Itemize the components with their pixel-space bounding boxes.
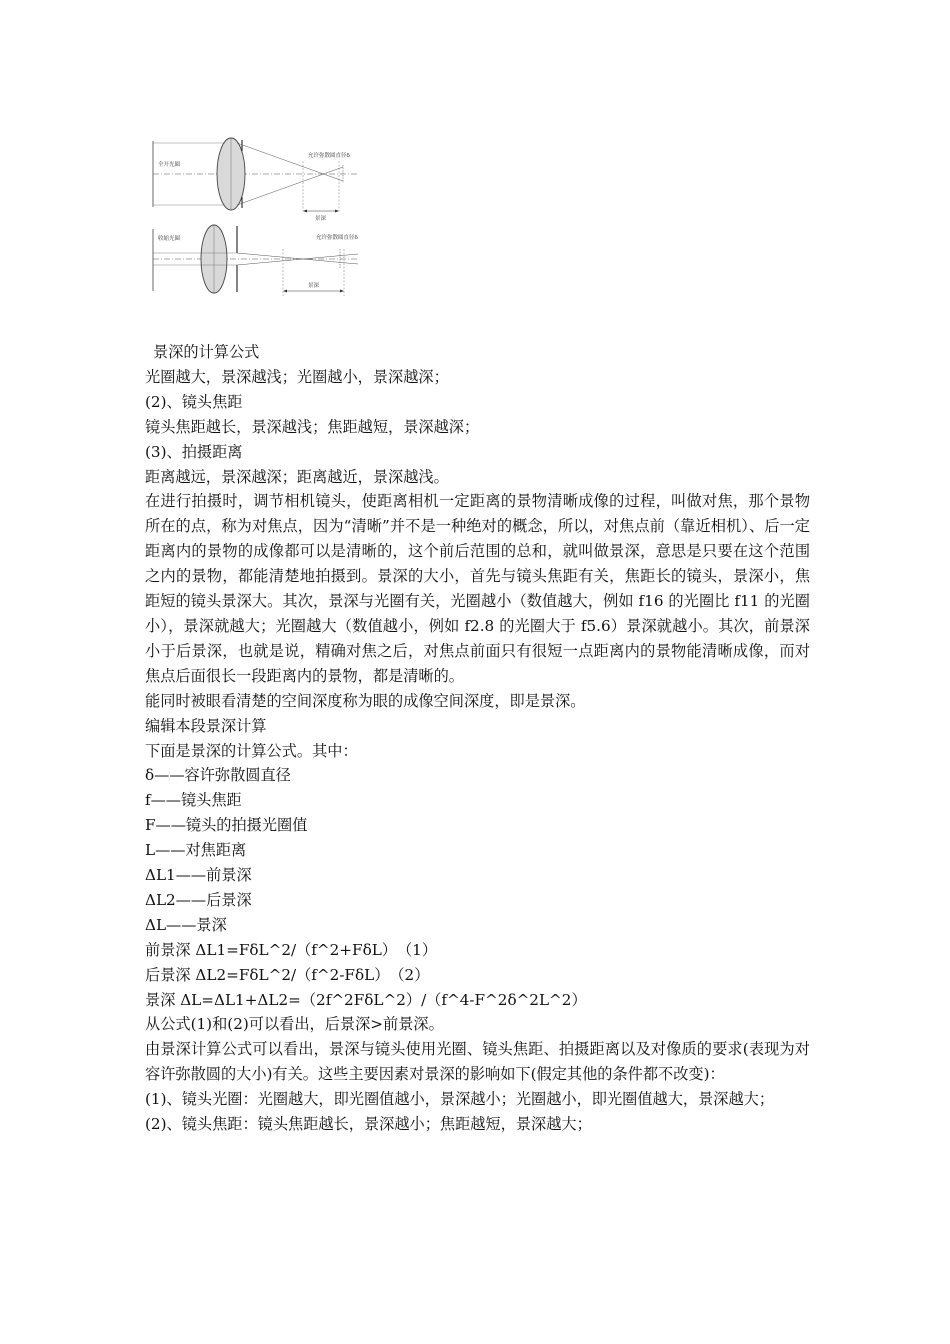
definition-line: ΔL1——前景深: [145, 866, 252, 885]
paragraph: (2)、镜头焦距: [145, 392, 243, 411]
body-text: [145, 340, 810, 1137]
depth-of-field-diagram: [143, 131, 368, 326]
definition-line: f——镜头焦距: [145, 791, 242, 810]
definition-line: L——对焦距离: [145, 841, 247, 860]
paragraph: 镜头焦距越长，景深越浅；焦距越短，景深越深；: [145, 417, 480, 436]
paragraph: (3)、拍摄距离: [145, 442, 243, 461]
formula-line: 后景深 ΔL2=FδL^2/（f^2-FδL） （2）: [145, 965, 430, 984]
paragraph: (1)、镜头光圈：光圈越大，即光圈值越小，景深越小；光圈越小，即光圈值越大，景深越大；: [145, 1090, 775, 1109]
section-title: 景深的计算公式: [153, 343, 260, 361]
paragraph: 下面是景深的计算公式。其中：: [145, 741, 358, 760]
paragraph: (2)、镜头焦距：镜头焦距越长，景深越小；焦距越短，景深越大；: [145, 1115, 592, 1134]
paragraph: 在进行拍摄时，调节相机镜头，使距离相机一定距离的景物清晰成像的过程，叫做对焦，那个景物所在的点，称为对焦点，因为“清晰”并不是一种绝对的概念，所以，对焦点前（靠近相机）、后一定距离内的景物的成像都可以是清晰的，这个前后范围的总和，就叫做景深，意思是只要在这个范围之内的景物，都能清楚地拍摄到。景深的大小，首先与镜头焦距有关，焦距长的镜头，景深小，焦距短的镜头景深大。其次，景深与光圈有关，光圈越小（数值越大，例如 f16 的光圈比 f11 的光圈小），景深就越大；光圈越大（数值越小，例如 f2.8 的光圈大于 f5.6）景深就越小。其次，前景深小于后景深，也就是说，精确对焦之后，对焦点前面只有很短一点距离内的景物能清晰成像，而对焦点后面很长一段距离内的景物，都是清晰的。: [145, 492, 810, 685]
bottom-diagram: [153, 225, 359, 296]
definition-line: ΔL2——后景深: [145, 890, 252, 909]
paragraph: 从公式(1)和(2)可以看出，后景深>前景深。: [145, 1015, 444, 1034]
definition-line: ΔL——景深: [145, 915, 227, 934]
lens-diagram-svg: [143, 131, 368, 326]
definition-line: F——镜头的拍摄光圈值: [145, 816, 308, 835]
bottom-coc-label: 允许弥散圆直径δ: [316, 235, 358, 241]
formula-line: 前景深 ΔL1=FδL^2/（f^2+FδL） （1）: [145, 940, 438, 959]
formula-line: 景深 ΔL=ΔL1+ΔL2=（2f^2FδL^2）/（f^4-F^2δ^2L^2）: [145, 990, 587, 1009]
paragraph: 光圈越大，景深越浅；光圈越小，景深越深；: [145, 367, 449, 386]
definition-line: δ——容许弥散圆直径: [145, 766, 291, 785]
bottom-aperture-label: 收缩光圈: [158, 236, 181, 242]
top-dof-label: 景深: [315, 216, 327, 222]
top-aperture-label: 全开光圈: [158, 162, 181, 168]
paragraph: 由景深计算公式可以看出，景深与镜头使用光圈、镜头焦距、拍摄距离以及对像质的要求(表现为对容许弥散圆的大小)有关。这些主要因素对景深的影响如下(假定其他的条件都不改变)：: [145, 1040, 810, 1084]
top-coc-label: 允许弥散圆直径δ: [308, 153, 350, 159]
paragraph: 距离越远，景深越深；距离越近，景深越浅。: [145, 467, 449, 486]
paragraph: 能同时被眼看清楚的空间深度称为眼的成像空间深度，即是景深。: [145, 691, 586, 710]
section-heading: 编辑本段景深计算: [145, 716, 267, 735]
bottom-dof-label: 景深: [308, 283, 320, 289]
top-diagram: [153, 138, 358, 222]
